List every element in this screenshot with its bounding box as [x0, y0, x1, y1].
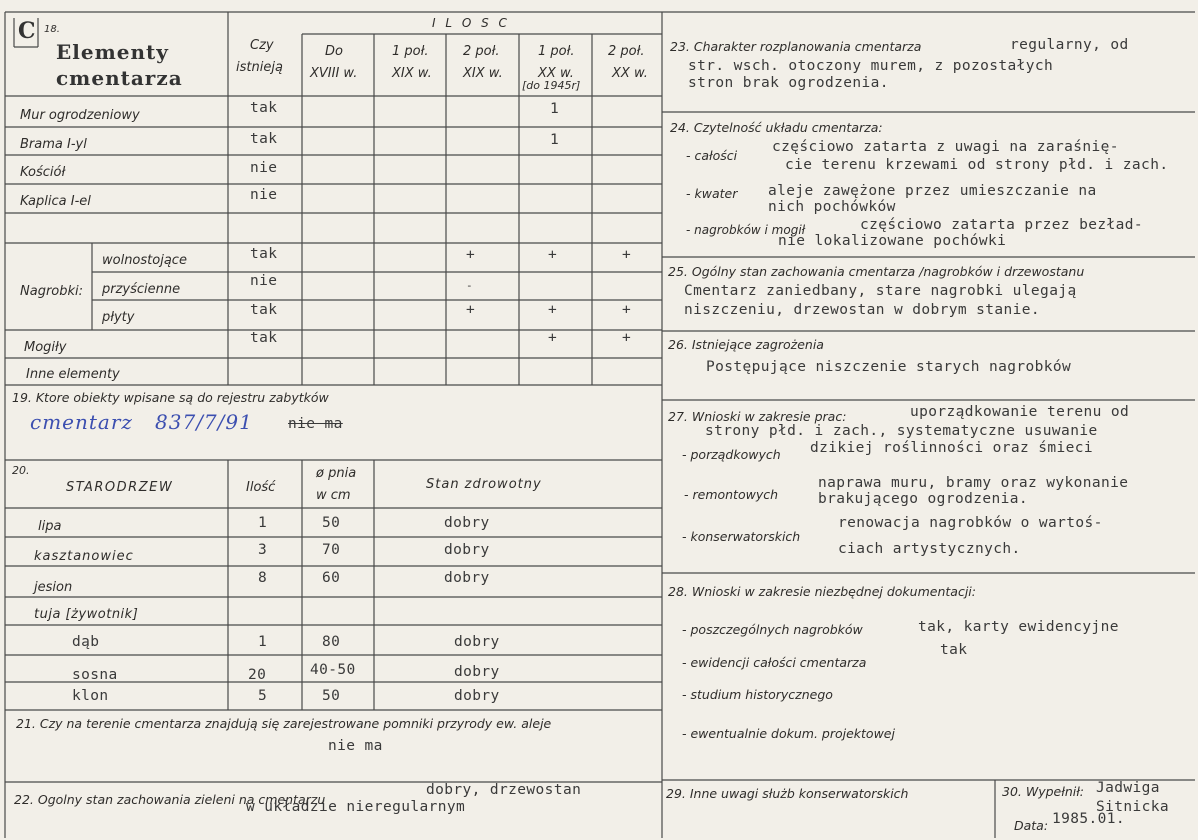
row-mogily-c5: +	[622, 330, 632, 346]
row-mur-exists: tak	[250, 100, 278, 116]
s19-label: 19. Ktore obiekty wpisane są do rejestru zabytków	[12, 390, 329, 405]
row-przyscienne-c3: -	[466, 279, 474, 292]
s25-line-1: Cmentarz zaniedbany, stare nagrobki ulegają	[684, 283, 1077, 299]
s27-konserwatorskich-label: - konserwatorskich	[682, 529, 801, 544]
col-2-l1: 1 poł.	[392, 44, 429, 59]
s24-calosci-label: - całości	[686, 148, 738, 163]
s24-nagrobkow-2: nie lokalizowane pochówki	[778, 233, 1007, 249]
s27-porzadkowych-label: - porządkowych	[682, 447, 781, 462]
row-brama-label: Brama I-yl	[20, 137, 87, 152]
row-plyty-c5: +	[622, 302, 632, 318]
s23-line-1: regularny, od	[1010, 37, 1129, 53]
col-5-l2: XX w.	[612, 66, 648, 81]
s20-row-diam: 50	[322, 515, 341, 531]
header-title-2: cmentarza	[56, 66, 183, 90]
s20-header-diam1: ø pnia	[316, 466, 357, 481]
row-wolnostojace-c4: +	[548, 247, 558, 263]
s20-row-state: dobry	[454, 688, 500, 704]
col-3-l2: XIX w.	[463, 66, 503, 81]
s29-label: 29. Inne uwagi służb konserwatorskich	[666, 786, 909, 801]
row-przyscienne-label: przyścienne	[102, 282, 181, 297]
s20-row-diam: 80	[322, 634, 341, 650]
s24-nagrobkow-label: - nagrobków i mogił	[686, 223, 806, 237]
s20-row-name: lipa	[38, 519, 62, 534]
s27-kons-1: renowacja nagrobków o wartoś-	[838, 515, 1103, 531]
ilosc-header: I L O S C	[432, 16, 510, 30]
row-inne-label: Inne elementy	[26, 367, 120, 382]
row-plyty-c3: +	[466, 302, 476, 318]
s20-row-state: dobry	[454, 634, 500, 650]
s20-row-diam: 70	[322, 542, 341, 558]
row-mogily-exists: tak	[250, 330, 278, 346]
s24-calosci-1: częściowo zatarta z uwagi na zaraśnię-	[772, 139, 1119, 155]
s20-row-name: tuja [żywotnik]	[34, 607, 139, 622]
col-4-l1: 1 poł.	[538, 44, 575, 59]
s20-row-state: dobry	[444, 542, 490, 558]
s21-label: 21. Czy na terenie cmentarza znajdują się zarejestrowane pomniki przyrody ew. aleje	[16, 716, 552, 731]
s27-line-1: uporządkowanie terenu od	[910, 404, 1130, 420]
card-number: 18.	[44, 24, 60, 35]
s26-label: 26. Istniejące zagrożenia	[668, 337, 824, 352]
s20-number: 20.	[12, 464, 30, 477]
s24-kwater-label: - kwater	[686, 186, 738, 201]
s20-row-name: jesion	[34, 580, 73, 595]
s26-value: Postępujące niszczenie starych nagrobków	[706, 359, 1072, 375]
s20-row-name: klon	[72, 688, 109, 704]
s20-header-qty: Ilość	[246, 480, 276, 495]
s20-row-state: dobry	[444, 515, 490, 531]
s20-row-qty: 5	[258, 688, 268, 704]
s27-remont-2: brakującego ogrodzenia.	[818, 491, 1028, 507]
row-kaplica-exists: nie	[250, 187, 278, 203]
row-kaplica-label: Kaplica I-el	[20, 194, 91, 209]
s28-b-label: - ewidencji całości cmentarza	[682, 655, 867, 670]
s20-row-diam: 50	[322, 688, 341, 704]
s28-b-value: tak	[940, 642, 968, 658]
s20-row-qty: 8	[258, 570, 268, 586]
row-kosciol-exists: nie	[250, 160, 278, 176]
row-kosciol-label: Kościół	[20, 165, 66, 180]
row-wolnostojace-label: wolnostojące	[102, 253, 187, 268]
row-wolnostojace-exists: tak	[250, 246, 278, 262]
s27-label: 27. Wnioski w zakresie prac:	[668, 409, 847, 424]
s28-d-label: - ewentualnie dokum. projektowej	[682, 726, 895, 741]
col-4-l3: [do 1945r]	[522, 79, 581, 92]
s21-value: nie ma	[328, 738, 383, 754]
s19-struck-value: nie ma	[288, 416, 343, 432]
s22-label: 22. Ogolny stan zachowania zieleni na cmentarzu	[14, 792, 326, 807]
s27-line-3: dzikiej roślinności oraz śmieci	[810, 440, 1094, 456]
s27-kons-2: ciach artystycznych.	[838, 541, 1021, 557]
s28-a-label: - poszczególnych nagrobków	[682, 622, 863, 637]
s24-label: 24. Czytelność układu cmentarza:	[670, 120, 883, 135]
s28-a-value: tak, karty ewidencyjne	[918, 619, 1119, 635]
s20-row-diam: 60	[322, 570, 341, 586]
s30-date-label: Data:	[1014, 818, 1049, 833]
s30-label: 30. Wypełnił:	[1002, 784, 1085, 799]
s20-row-name: dąb	[72, 634, 100, 650]
s24-calosci-2: cie terenu krzewami od strony płd. i zach.	[785, 157, 1169, 173]
s30-name-2: Sitnicka	[1096, 799, 1170, 815]
s20-row-state: dobry	[444, 570, 490, 586]
row-wolnostojace-c5: +	[622, 247, 632, 263]
row-brama-c4: 1	[550, 132, 560, 148]
s23-line-3: stron brak ogrodzenia.	[688, 75, 889, 91]
row-plyty-exists: tak	[250, 302, 278, 318]
s28-c-label: - studium historycznego	[682, 687, 833, 702]
row-mogily-c4: +	[548, 330, 558, 346]
row-wolnostojace-c3: +	[466, 247, 476, 263]
s20-row-qty: 1	[258, 515, 268, 531]
s30-date: 1985.01.	[1052, 811, 1126, 827]
s24-nagrobkow-1: częściowo zatarta przez bezład-	[860, 217, 1144, 233]
s22-value-1: dobry, drzewostan	[426, 782, 582, 798]
s20-header-name: STARODRZEW	[66, 480, 174, 495]
s24-kwater-2: nich pochówków	[768, 199, 896, 215]
s24-kwater-1: aleje zawężone przez umieszczanie na	[768, 183, 1097, 199]
row-mur-label: Mur ogrodzeniowy	[20, 108, 140, 123]
s20-row-qty: 1	[258, 634, 268, 650]
row-mogily-label: Mogiły	[24, 340, 67, 355]
s27-remontowych-label: - remontowych	[684, 487, 779, 502]
col-1-l1: Do	[325, 44, 343, 59]
row-mur-c4: 1	[550, 101, 560, 117]
row-brama-exists: tak	[250, 131, 278, 147]
s22-value-2: w układzie nieregularnym	[246, 799, 466, 815]
s20-row-name: kasztanowiec	[34, 549, 134, 564]
s20-header-state: Stan zdrowotny	[426, 477, 542, 492]
row-plyty-label: płyty	[102, 310, 135, 325]
s30-name-1: Jadwiga	[1096, 780, 1160, 796]
col-5-l1: 2 poł.	[608, 44, 645, 59]
header-title-1: Elementy	[56, 40, 169, 64]
s19-handwritten-register: cmentarz 837/7/91	[30, 410, 253, 434]
row-przyscienne-exists: nie	[250, 273, 278, 289]
s20-row-name: sosna	[72, 667, 118, 683]
s23-line-2: str. wsch. otoczony murem, z pozostałych	[688, 58, 1054, 74]
s28-label: 28. Wnioski w zakresie niezbędnej dokumentacji:	[668, 584, 976, 599]
s20-row-qty: 3	[258, 542, 268, 558]
col-4-l2: XX w.	[538, 66, 574, 81]
row-plyty-c4: +	[548, 302, 558, 318]
card-letter: C	[18, 18, 36, 44]
s27-remont-1: naprawa muru, bramy oraz wykonanie	[818, 475, 1129, 491]
col-exists-2: istnieją	[236, 60, 283, 75]
col-exists-1: Czy	[250, 38, 274, 53]
s25-label: 25. Ogólny stan zachowania cmentarza /nagrobków i drzewostanu	[668, 264, 1085, 279]
col-3-l1: 2 poł.	[463, 44, 500, 59]
nagrobki-label: Nagrobki:	[20, 284, 84, 299]
s20-row-state: dobry	[454, 664, 500, 680]
s23-label: 23. Charakter rozplanowania cmentarza	[670, 39, 922, 54]
col-2-l2: XIX w.	[392, 66, 432, 81]
s20-row-diam: 40-50	[310, 662, 356, 678]
s20-row-qty: 20	[248, 667, 267, 683]
s27-line-2: strony płd. i zach., systematyczne usuwanie	[705, 423, 1098, 439]
col-1-l2: XVIII w.	[310, 66, 358, 81]
s20-header-diam2: w cm	[316, 488, 351, 503]
s25-line-2: niszczeniu, drzewostan w dobrym stanie.	[684, 302, 1041, 318]
